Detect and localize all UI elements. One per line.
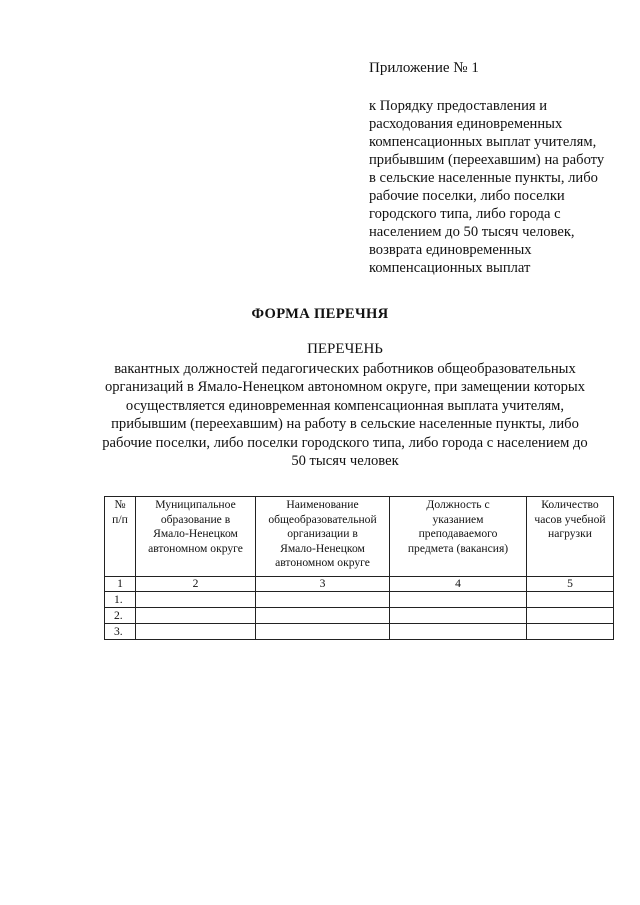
header-number: № п/п bbox=[105, 497, 136, 577]
column-number-cell: 4 bbox=[390, 577, 527, 592]
appendix-line: возврата единовременных bbox=[369, 242, 532, 258]
appendix-block bbox=[369, 59, 629, 277]
row-number-cell: 1. bbox=[105, 592, 136, 608]
appendix-line: компенсационных выплат учителям, bbox=[369, 134, 597, 150]
table-header-row bbox=[105, 497, 614, 577]
table-cell bbox=[136, 592, 256, 608]
appendix-line: компенсационных выплат bbox=[369, 260, 531, 276]
list-description-line: вакантных должностей педагогических работников общеобразовательных bbox=[114, 360, 576, 377]
vacancy-table bbox=[104, 496, 614, 640]
table-cell bbox=[256, 624, 390, 640]
table-cell bbox=[527, 624, 614, 640]
table-cell bbox=[390, 624, 527, 640]
table-cell bbox=[527, 608, 614, 624]
appendix-line: прибывшим (переехавшим) на работу bbox=[369, 152, 605, 168]
form-title: ФОРМА ПЕРЕЧНЯ bbox=[251, 306, 389, 322]
row-number-cell: 2. bbox=[105, 608, 136, 624]
header-position: Должность с указанием преподаваемого предмета (вакансия) bbox=[390, 497, 527, 577]
column-number-row bbox=[105, 577, 614, 592]
appendix-line: городского типа, либо города с bbox=[369, 206, 561, 222]
table-row bbox=[105, 608, 614, 624]
table-cell bbox=[136, 624, 256, 640]
appendix-line: к Порядку предоставления и bbox=[369, 98, 548, 114]
appendix-line: рабочие поселки, либо поселки bbox=[369, 188, 565, 204]
header-municipality: Муниципальное образование в Ямало-Ненецком автономном округе bbox=[136, 497, 256, 577]
list-description-line: 50 тысяч человек bbox=[291, 453, 399, 469]
column-number-cell: 1 bbox=[105, 577, 136, 592]
list-description-line: организаций в Ямало-Ненецком автономном округе, при замещении которых bbox=[104, 379, 586, 395]
table-row bbox=[105, 624, 614, 640]
table-cell bbox=[390, 592, 527, 608]
list-description-line: осуществляется единовременная компенсационная выплата учителям, bbox=[125, 397, 565, 414]
row-number-cell: 3. bbox=[105, 624, 136, 640]
table-row bbox=[105, 592, 614, 608]
table-cell bbox=[256, 608, 390, 624]
list-description-line: рабочие поселки, либо поселки городского типа, либо города с населением до bbox=[102, 434, 588, 451]
appendix-line: населением до 50 тысяч человек, bbox=[369, 224, 575, 240]
header-organization: Наименование общеобразовательной организации в Ямало-Ненецком автономном округе bbox=[256, 497, 390, 577]
list-description-line: прибывшим (переехавшим) на работу в сельские населенные пункты, либо bbox=[111, 416, 579, 432]
table-cell bbox=[136, 608, 256, 624]
appendix-title: Приложение № 1 bbox=[369, 60, 479, 76]
appendix-line: расходования единовременных bbox=[369, 116, 563, 132]
column-number-cell: 3 bbox=[256, 577, 390, 592]
header-hours: Количество часов учебной нагрузки bbox=[527, 497, 614, 577]
table-cell bbox=[390, 608, 527, 624]
list-title: ПЕРЕЧЕНЬ bbox=[307, 341, 383, 357]
table-cell bbox=[256, 592, 390, 608]
column-number-cell: 5 bbox=[527, 577, 614, 592]
appendix-line: в сельские населенные пункты, либо bbox=[369, 170, 598, 186]
list-heading-block bbox=[80, 340, 610, 471]
table-cell bbox=[527, 592, 614, 608]
column-number-cell: 2 bbox=[136, 577, 256, 592]
